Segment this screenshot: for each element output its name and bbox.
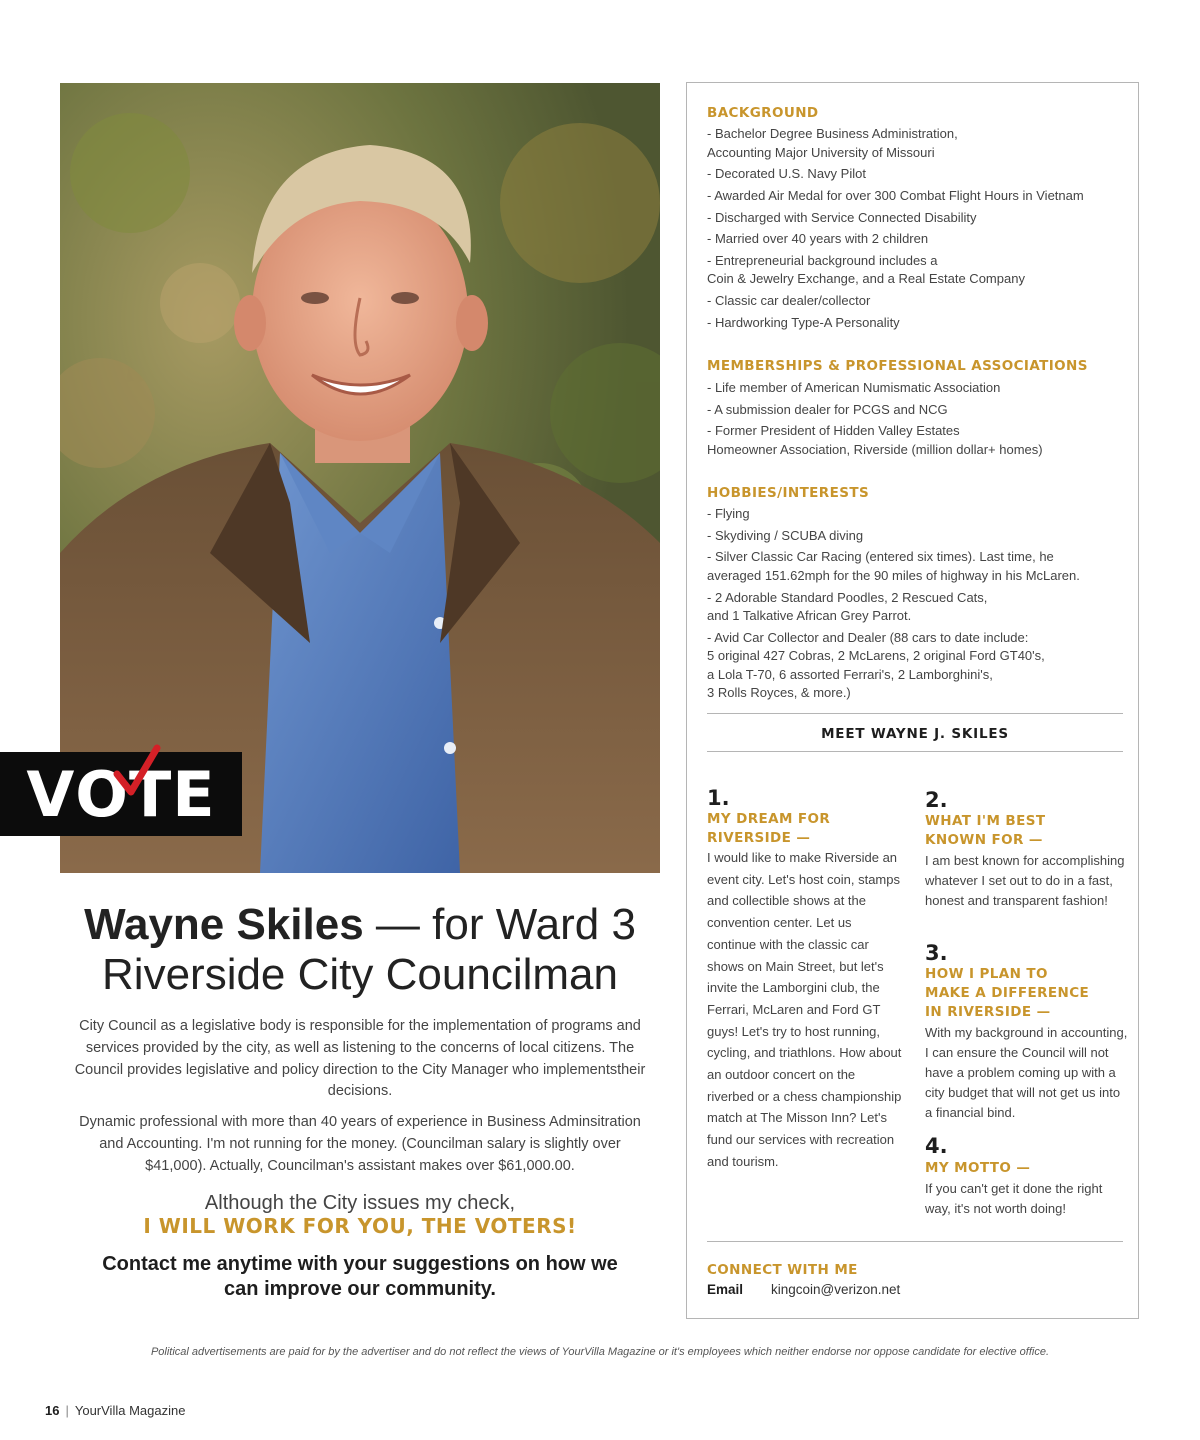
question-title-line: WHAT I'M BEST bbox=[925, 813, 1046, 829]
question-answer-4: If you can't get it done the right way, it's not worth doing! bbox=[925, 1181, 1103, 1216]
divider bbox=[707, 713, 1123, 714]
list-item: - Former President of Hidden Valley Estates Homeowner Association, Riverside (million dollar+ homes) bbox=[707, 423, 1043, 457]
list-item: - Skydiving / SCUBA diving bbox=[707, 527, 864, 543]
vote-letter-o: O bbox=[75, 758, 129, 831]
question-title-line: KNOWN FOR — bbox=[925, 832, 1043, 848]
question-answer-3: With my background in accounting, I can ensure the Council will not have a problem coming up with a city budget that will not get us into a financial bind. bbox=[925, 1025, 1128, 1120]
list-item: - Silver Classic Car Racing (entered six times). Last time, he averaged 151.62mph for the 90 miles of highway in his McLaren. bbox=[707, 549, 1080, 583]
vote-badge bbox=[0, 752, 242, 836]
headline-ward: — for Ward 3 bbox=[363, 900, 636, 949]
candidate-name: Wayne Skiles bbox=[84, 900, 364, 949]
question-title-line: MY DREAM FOR bbox=[707, 811, 831, 827]
vote-letters-te: TE bbox=[129, 757, 216, 831]
list-item: - Life member of American Numismatic Association bbox=[707, 380, 1001, 395]
question-number-3: 3. bbox=[925, 941, 948, 965]
email-row bbox=[707, 1282, 900, 1297]
list-item: - Decorated U.S. Navy Pilot bbox=[707, 166, 866, 182]
list-item: - Entrepreneurial background includes a Coin & Jewelry Exchange, and a Real Estate Company bbox=[707, 252, 1025, 287]
list-item: - Classic car dealer/collector bbox=[707, 293, 871, 309]
page-number: 16 bbox=[45, 1403, 60, 1418]
list-item: - Discharged with Service Connected Disability bbox=[707, 209, 977, 225]
info-box bbox=[686, 82, 1139, 1319]
meet-title: MEET WAYNE J. SKILES bbox=[821, 726, 1009, 742]
question-title-3 bbox=[925, 965, 1089, 1022]
divider bbox=[707, 751, 1123, 752]
list-item: - Bachelor Degree Business Administration, Accounting Major University of Missouri bbox=[707, 126, 958, 160]
question-number-1: 1. bbox=[707, 786, 730, 810]
list-item: - Hardworking Type-A Personality bbox=[707, 314, 900, 330]
footer-separator: | bbox=[65, 1403, 69, 1418]
work-for-you-line: I WILL WORK FOR YOU, THE VOTERS! bbox=[143, 1214, 577, 1238]
list-item: - Awarded Air Medal for over 300 Combat Flight Hours in Vietnam bbox=[707, 187, 1084, 203]
check-line: Although the City issues my check, bbox=[204, 1192, 516, 1214]
disclaimer: Political advertisements are paid for by the advertiser and do not reflect the views of YourVilla Magazine or it's employees which neither endorse nor oppose candidate for elective office. bbox=[150, 1346, 1050, 1358]
checkmark-icon bbox=[113, 744, 161, 802]
headline-line-1 bbox=[40, 900, 680, 950]
question-number-4: 4. bbox=[925, 1134, 948, 1158]
page-title bbox=[40, 900, 680, 1000]
question-title-line: MAKE A DIFFERENCE bbox=[925, 985, 1090, 1001]
publication-name: YourVilla Magazine bbox=[74, 1403, 186, 1418]
question-number-2: 2. bbox=[925, 788, 948, 812]
email-label: Email bbox=[707, 1282, 744, 1297]
hobbies-list bbox=[707, 505, 1127, 706]
question-title-line: MY MOTTO — bbox=[925, 1160, 1031, 1176]
divider bbox=[707, 1241, 1123, 1242]
email-link[interactable]: kingcoin@verizon.net bbox=[771, 1282, 901, 1297]
vote-letter-v: V bbox=[26, 757, 76, 831]
question-title-2 bbox=[925, 812, 1045, 850]
headline-line-2: Riverside City Councilman bbox=[102, 950, 618, 999]
background-title: BACKGROUND bbox=[707, 105, 819, 121]
intro-paragraph-2: Dynamic professional with more than 40 years of experience in Business Adminsitration and Accounting. I'm not running for the money. (Councilman salary is slightly over $41,000). Actually, Councilman's assistant makes over $61,000.00. bbox=[79, 1114, 641, 1174]
list-item: - 2 Adorable Standard Poodles, 2 Rescued Cats, and 1 Talkative African Grey Parrot. bbox=[707, 589, 988, 624]
question-title-4 bbox=[925, 1159, 1030, 1178]
intro-paragraph-1: City Council as a legislative body is responsible for the implementation of programs and services provided by the city, as well as listening to the concerns of local citizens. The Council provides legislative and policy direction to the City Manager who implementstheir decisions. bbox=[74, 1018, 646, 1100]
memberships-title: MEMBERSHIPS & PROFESSIONAL ASSOCIATIONS bbox=[707, 358, 1088, 374]
connect-title: CONNECT WITH ME bbox=[707, 1262, 858, 1278]
list-item: - Avid Car Collector and Dealer (88 cars to date include: 5 original 427 Cobras, 2 McLarens, 2 original Ford GT40's, a Lola T-70, 6 assorted Ferrari's, 2 Lamborghini's, 3 Rolls Royces, & more.) bbox=[707, 629, 1045, 701]
background-list bbox=[707, 125, 1127, 336]
memberships-list bbox=[707, 379, 1127, 463]
list-item: - Flying bbox=[707, 506, 750, 521]
question-title-line: RIVERSIDE — bbox=[707, 830, 811, 846]
hobbies-title: HOBBIES/INTERESTS bbox=[707, 485, 870, 501]
list-item: - A submission dealer for PCGS and NCG bbox=[707, 401, 948, 417]
page-footer bbox=[45, 1403, 185, 1418]
intro-text bbox=[70, 1016, 650, 1187]
question-answer-1: I would like to make Riverside an event city. Let's host coin, stamps and collectible shows at the convention center. Let us continue with the classic car shows on Main Street, but let's invite the Lamborgini club, the Ferrari, McLaren and Ford GT guys! Let's try to host running, cycling, and triathlons. How about an outdoor concert on the riverbed or a chess championship match at The Misson Inn? Let's fund our services with recreation and tourism. bbox=[707, 850, 902, 1169]
question-title-1 bbox=[707, 810, 830, 848]
question-answer-2: I am best known for accomplishing whatever I set out to do in a fast, honest and transparent fashion! bbox=[925, 853, 1125, 908]
question-title-line: IN RIVERSIDE — bbox=[925, 1004, 1051, 1020]
contact-line: Contact me anytime with your suggestions on how we can improve our community. bbox=[102, 1253, 618, 1300]
list-item: - Married over 40 years with 2 children bbox=[707, 231, 929, 247]
question-title-line: HOW I PLAN TO bbox=[925, 966, 1048, 982]
